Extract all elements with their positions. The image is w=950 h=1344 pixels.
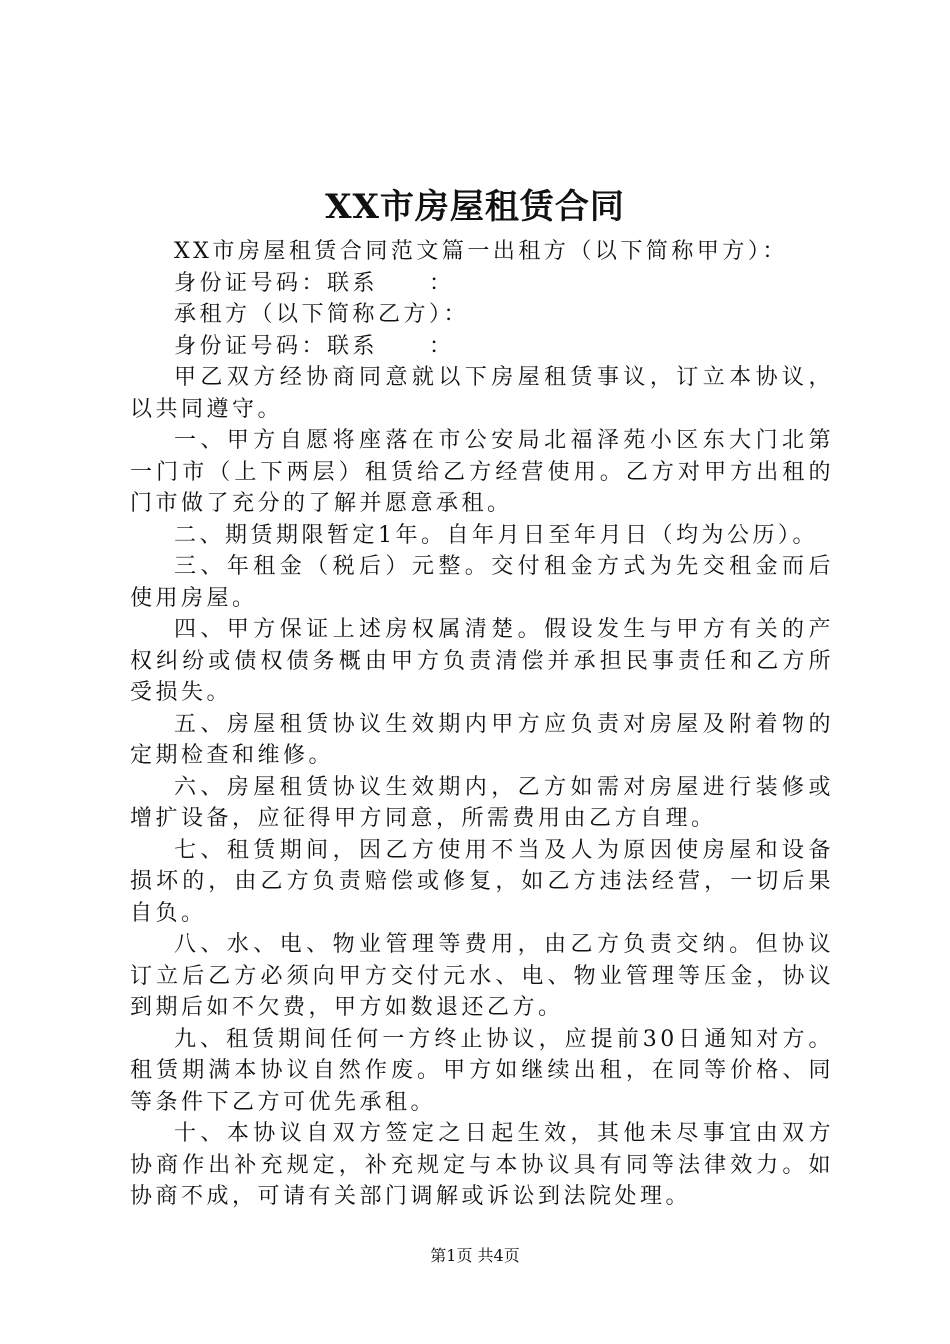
paragraph: 四、甲方保证上述房权属清楚。假设发生与甲方有关的产权纠纷或债权债务概由甲方负责清偿并承担民事责任和乙方所受损失。 xyxy=(130,617,834,705)
paragraph: 五、房屋租赁协议生效期内甲方应负责对房屋及附着物的定期检查和维修。 xyxy=(130,711,834,768)
paragraph: XX市房屋租赁合同范文篇一出租方（以下简称甲方）： xyxy=(174,239,788,264)
document-body xyxy=(130,236,834,1213)
paragraph: 一、甲方自愿将座落在市公安局北福泽苑小区东大门北第一门市（上下两层）租赁给乙方经营使用。乙方对甲方出租的门市做了充分的了解并愿意承租。 xyxy=(130,428,834,516)
paragraph: 三、年租金（税后）元整。交付租金方式为先交租金而后使用房屋。 xyxy=(130,554,834,611)
page-footer: 第1页 共4页 xyxy=(430,1246,520,1265)
paragraph: 甲乙双方经协商同意就以下房屋租赁事议，订立本协议，以共同遵守。 xyxy=(130,365,834,422)
paragraph: 十、本协议自双方签定之日起生效，其他未尽事宜由双方协商作出补充规定，补充规定与本协议具有同等法律效力。如协商不成，可请有关部门调解或诉讼到法院处理。 xyxy=(130,1121,834,1209)
paragraph: 九、租赁期间任何一方终止协议，应提前30日通知对方。租赁期满本协议自然作废。甲方如继续出租，在同等价格、同等条件下乙方可优先承租。 xyxy=(130,1026,834,1115)
paragraph: 身份证号码：联系 ： xyxy=(174,333,455,359)
paragraph: 身份证号码：联系 ： xyxy=(174,270,455,296)
paragraph: 七、租赁期间，因乙方使用不当及人为原因使房屋和设备损坏的，由乙方负责赔偿或修复，如乙方违法经营，一切后果自负。 xyxy=(130,837,834,926)
paragraph: 二、期赁期限暂定1年。自年月日至年月日（均为公历）。 xyxy=(174,522,818,548)
document-title: XX市房屋租赁合同 xyxy=(325,187,625,227)
paragraph: 承租方（以下简称乙方）： xyxy=(174,302,470,327)
paragraph: 六、房屋租赁协议生效期内，乙方如需对房屋进行装修或增扩设备，应征得甲方同意，所需费用由乙方自理。 xyxy=(130,774,834,831)
paragraph: 八、水、电、物业管理等费用，由乙方负责交纳。但协议订立后乙方必须向甲方交付元水、电、物业管理等压金，协议到期后如不欠费，甲方如数退还乙方。 xyxy=(130,932,834,1020)
